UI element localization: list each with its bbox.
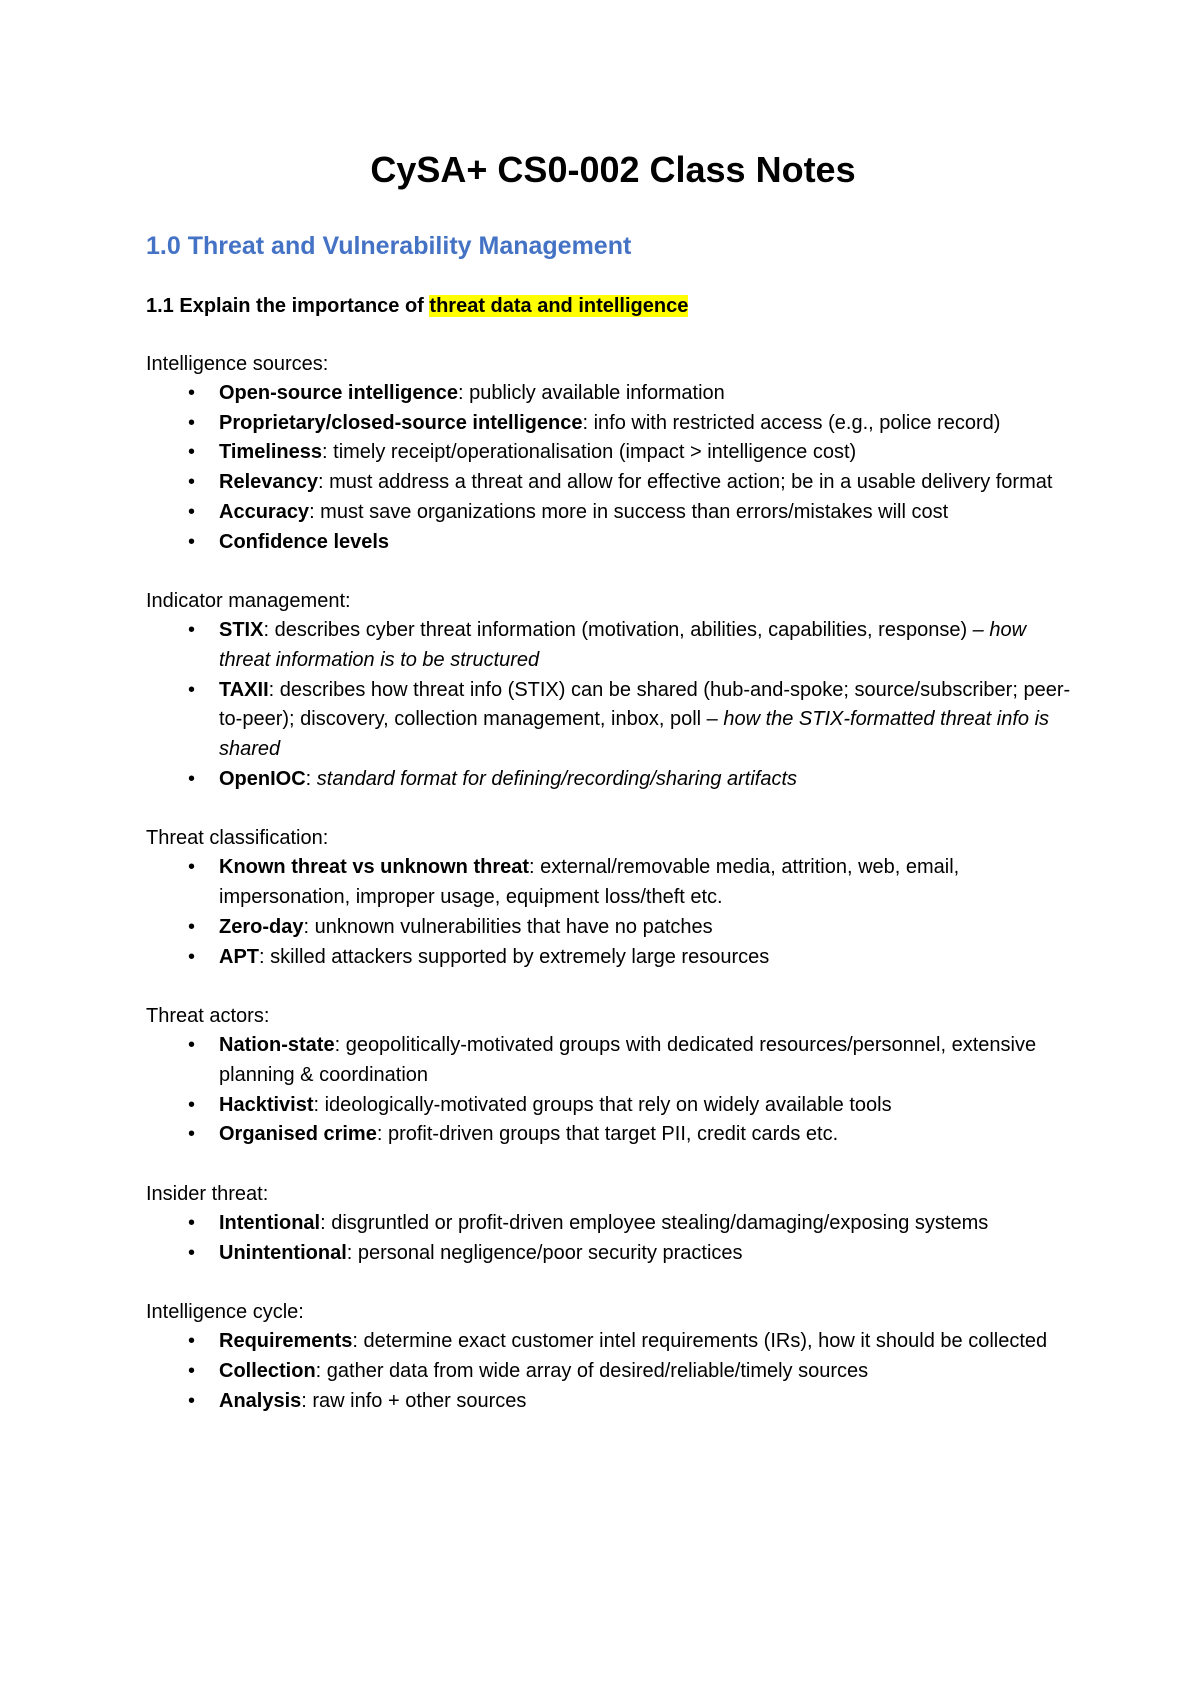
bullet-icon: •	[188, 441, 196, 464]
list-item	[146, 528, 1080, 558]
item-term: Collection	[219, 1360, 316, 1383]
bullet-icon: •	[188, 411, 196, 434]
subsection-heading-prefix: 1.1 Explain the importance of	[146, 295, 430, 317]
item-term: Timeliness	[219, 441, 323, 464]
section-label: Indicator management:	[146, 590, 351, 613]
list-item	[146, 853, 1080, 912]
bullet-icon: •	[188, 382, 196, 404]
item-description: : gather data from wide array of desired/reliable/timely sources	[315, 1360, 869, 1383]
bullet-icon: •	[188, 500, 196, 523]
bullet-list	[146, 853, 1080, 972]
item-description: : personal negligence/poor security practices	[346, 1241, 743, 1264]
bullet-list	[146, 1031, 1080, 1150]
list-item	[146, 1209, 1080, 1239]
list-item	[146, 765, 1080, 795]
item-term: Accuracy	[219, 500, 310, 523]
item-description: : raw info + other sources	[301, 1389, 527, 1412]
item-term: Proprietary/closed-source intelligence	[219, 411, 583, 434]
section-heading: 1.0 Threat and Vulnerability Management	[146, 232, 632, 260]
list-item	[146, 1239, 1080, 1269]
item-term: Known threat vs unknown threat	[219, 856, 530, 879]
notes-section	[146, 587, 1080, 794]
item-term: Hacktivist	[219, 1093, 314, 1116]
item-term: Analysis	[219, 1389, 302, 1412]
notes-section	[146, 350, 1080, 557]
list-item	[146, 379, 1080, 409]
notes-body	[146, 350, 1080, 1417]
item-description: : must save organizations more in success than errors/mistakes will cost	[309, 500, 949, 523]
item-description: : profit-driven groups that target PII, credit cards etc.	[376, 1123, 839, 1146]
bullet-icon: •	[188, 1034, 196, 1057]
notes-section	[146, 1180, 1080, 1268]
bullet-icon: •	[188, 678, 196, 701]
item-term: Nation-state	[219, 1034, 335, 1057]
list-item	[146, 498, 1080, 528]
item-description: :	[305, 767, 317, 790]
item-term: TAXII	[219, 678, 269, 701]
item-description: : disgruntled or profit-driven employee stealing/damaging/exposing systems	[320, 1212, 989, 1235]
item-term: Confidence levels	[219, 530, 390, 553]
item-term: Open-source intelligence	[219, 382, 458, 404]
bullet-icon: •	[188, 1360, 196, 1383]
item-description: : determine exact customer intel requirements (IRs), how it should be collected	[352, 1330, 1048, 1353]
subsection-heading	[146, 292, 1080, 320]
bullet-list	[146, 1209, 1080, 1268]
section-label: Intelligence cycle:	[146, 1301, 304, 1324]
list-item	[146, 1387, 1080, 1417]
item-term: Requirements	[219, 1330, 353, 1353]
item-description: : publicly available information	[457, 382, 725, 404]
page-title: CySA+ CS0-002 Class Notes	[370, 149, 856, 190]
item-term: APT	[219, 945, 259, 968]
bullet-icon: •	[188, 945, 196, 968]
bullet-icon: •	[188, 471, 196, 494]
highlighted-phrase: threat data and intelligence	[429, 295, 689, 317]
bullet-list	[146, 1327, 1080, 1416]
bullet-icon: •	[188, 1123, 196, 1146]
bullet-icon: •	[188, 915, 196, 938]
item-description: : describes cyber threat information (motivation, abilities, capabilities, response)	[263, 619, 973, 642]
notes-section	[146, 1002, 1080, 1150]
item-description: : geopolitically-motivated groups with dedicated resources/personnel, extensive planning & coordination	[219, 1034, 1037, 1086]
item-description: : external/removable media, attrition, web, email, impersonation, improper usage, equipment loss/theft etc.	[219, 856, 960, 909]
list-item	[146, 1031, 1080, 1090]
bullet-list	[146, 379, 1080, 557]
section-label: Threat actors:	[146, 1005, 270, 1028]
bullet-icon: •	[188, 856, 196, 879]
item-term: OpenIOC	[219, 767, 306, 790]
bullet-icon: •	[188, 1212, 196, 1235]
item-description: : unknown vulnerabilities that have no patches	[303, 915, 713, 938]
item-description: : ideologically-motivated groups that rely on widely available tools	[313, 1093, 892, 1116]
bullet-icon: •	[188, 619, 196, 642]
item-term: Intentional	[219, 1212, 321, 1235]
item-term: Unintentional	[219, 1241, 347, 1264]
item-term: Zero-day	[219, 915, 304, 938]
bullet-icon: •	[188, 1093, 196, 1116]
item-description: : describes how threat info (STIX) can be shared (hub-and-spoke; source/subscriber; peer-to-peer); discovery, collection management, inbox, poll –	[219, 678, 1071, 731]
list-item	[146, 1327, 1080, 1357]
list-item	[146, 438, 1080, 468]
section-label: Insider threat:	[146, 1183, 269, 1206]
item-description: : skilled attackers supported by extremely large resources	[259, 945, 770, 968]
notes-section	[146, 824, 1080, 972]
item-italic-note: – how threat information is to be structured	[219, 619, 1027, 671]
item-italic-note: standard format for defining/recording/sharing artifacts	[316, 767, 798, 790]
item-term: Organised crime	[219, 1123, 377, 1146]
bullet-icon: •	[188, 530, 196, 553]
bullet-icon: •	[188, 1389, 196, 1412]
item-term: Relevancy	[219, 471, 318, 494]
list-item	[146, 1357, 1080, 1387]
list-item	[146, 1091, 1080, 1121]
item-italic-note: how the STIX-formatted threat info is shared	[219, 708, 1050, 761]
list-item	[146, 943, 1080, 973]
item-description: : must address a threat and allow for effective action; be in a usable delivery format	[317, 471, 1053, 494]
list-item	[146, 468, 1080, 498]
list-item	[146, 409, 1080, 439]
bullet-icon: •	[188, 1241, 196, 1264]
section-label: Threat classification:	[146, 827, 329, 850]
item-description: : info with restricted access (e.g., police record)	[582, 411, 1001, 434]
section-label: Intelligence sources:	[146, 353, 329, 375]
list-item	[146, 913, 1080, 943]
item-term: STIX	[219, 619, 264, 642]
list-item	[146, 616, 1080, 675]
bullet-list	[146, 616, 1080, 794]
item-description: : timely receipt/operationalisation (impact > intelligence cost)	[322, 441, 857, 464]
bullet-icon: •	[188, 767, 196, 790]
notes-section	[146, 1298, 1080, 1416]
list-item	[146, 1120, 1080, 1150]
list-item	[146, 676, 1080, 765]
bullet-icon: •	[188, 1330, 196, 1353]
